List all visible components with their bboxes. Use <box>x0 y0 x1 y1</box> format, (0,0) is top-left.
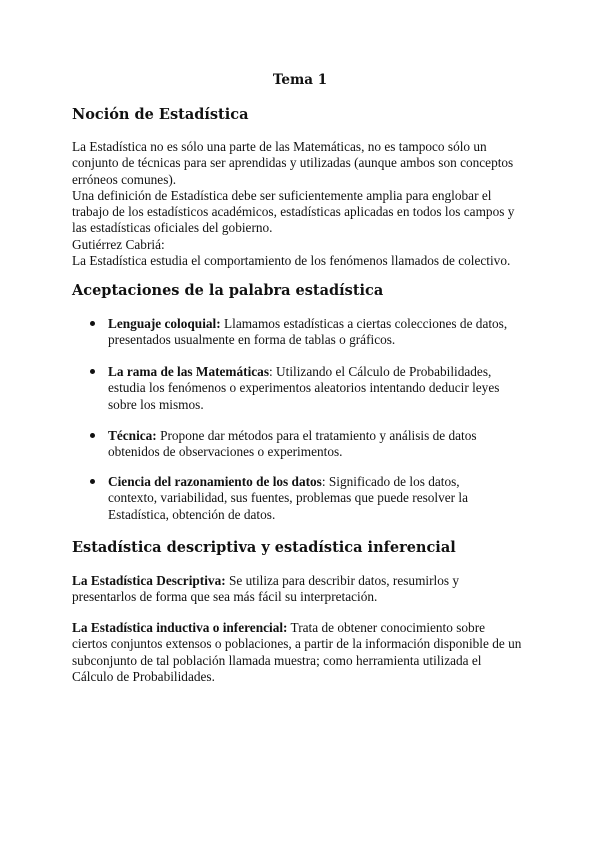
document-title: Tema 1 <box>272 72 328 88</box>
text-line: Cálculo de Probabilidades. <box>72 668 215 684</box>
text-line: obtenidos de observaciones o experimentos. <box>108 444 343 460</box>
term-label: Ciencia del razonamiento de los datos <box>108 474 322 489</box>
text-line: Gutiérrez Cabriá: <box>72 236 165 252</box>
text-line <box>108 474 534 490</box>
text-line: presentados usualmente en forma de tablas o gráficos. <box>108 332 396 348</box>
paragraph-inferencial <box>72 620 534 685</box>
text-line: subconjunto de tal población llamada muestra; como herramienta utilizada el <box>72 652 482 668</box>
text-line: trabajo de los estadísticos académicos, estadísticas aplicadas en todos los campos y <box>72 204 515 220</box>
term-label: La Estadística inductiva o inferencial: <box>72 620 288 635</box>
text-line: La Estadística no es sólo una parte de las Matemáticas, no es tampoco sólo un <box>72 139 487 154</box>
text-line: Estadística, obtención de datos. <box>108 506 276 522</box>
text-line <box>108 316 534 332</box>
text-line: estudia los fenómenos o experimentos aleatorios intentando deducir leyes <box>108 380 500 396</box>
definition-text: Llamamos estadísticas a ciertas colecciones de datos, <box>220 316 508 331</box>
text-line: La Estadística estudia el comportamiento de los fenómenos llamados de colectivo. <box>72 253 511 269</box>
definition-text: Propone dar métodos para el tratamiento y análisis de datos <box>156 428 477 443</box>
term-label: Técnica: <box>108 428 157 443</box>
text-line <box>108 364 534 380</box>
text-line: conjunto de técnicas para ser aprendidas y utilizadas (aunque ambos son conceptos <box>72 155 514 171</box>
text-line: sobre los mismos. <box>108 396 204 412</box>
paragraph-nocion <box>72 139 534 269</box>
definition-text: : Significado de los datos, <box>321 474 460 489</box>
text-line: ciertos conjuntos extensos o poblaciones, a partir de la información disponible de un <box>72 636 522 652</box>
definition-text: Trata de obtener conocimiento sobre <box>287 620 486 635</box>
definition-text: : Utilizando el Cálculo de Probabilidades, <box>269 364 492 379</box>
text-line: Una definición de Estadística debe ser suficientemente amplia para englobar el <box>72 187 492 203</box>
paragraph-descriptiva <box>72 573 534 606</box>
section-heading-descriptiva-inferencial: Estadística descriptiva y estadística inferencial <box>72 539 456 556</box>
term-label: Lenguaje coloquial: <box>108 316 221 331</box>
text-line: contexto, variabilidad, sus fuentes, problemas que puede resolver la <box>108 490 469 506</box>
section-heading-aceptaciones: Aceptaciones de la palabra estadística <box>72 282 384 299</box>
text-line: erróneos comunes). <box>72 171 177 187</box>
text-line: presentarlos de forma que sea más fácil su interpretación. <box>72 589 378 605</box>
text-line: las estadísticas oficiales del gobierno. <box>72 220 273 236</box>
bullet-icon <box>90 433 95 438</box>
bullet-icon <box>90 369 95 374</box>
text-line <box>72 620 534 636</box>
term-label: La rama de las Matemáticas <box>108 364 270 379</box>
term-label: La Estadística Descriptiva: <box>72 573 226 588</box>
definition-text: Se utiliza para describir datos, resumirlos y <box>225 573 460 588</box>
bullet-icon <box>90 321 95 326</box>
text-line <box>72 573 534 589</box>
bullet-icon <box>90 479 95 484</box>
text-line <box>108 428 534 444</box>
section-heading-nocion: Noción de Estadística <box>72 106 249 123</box>
